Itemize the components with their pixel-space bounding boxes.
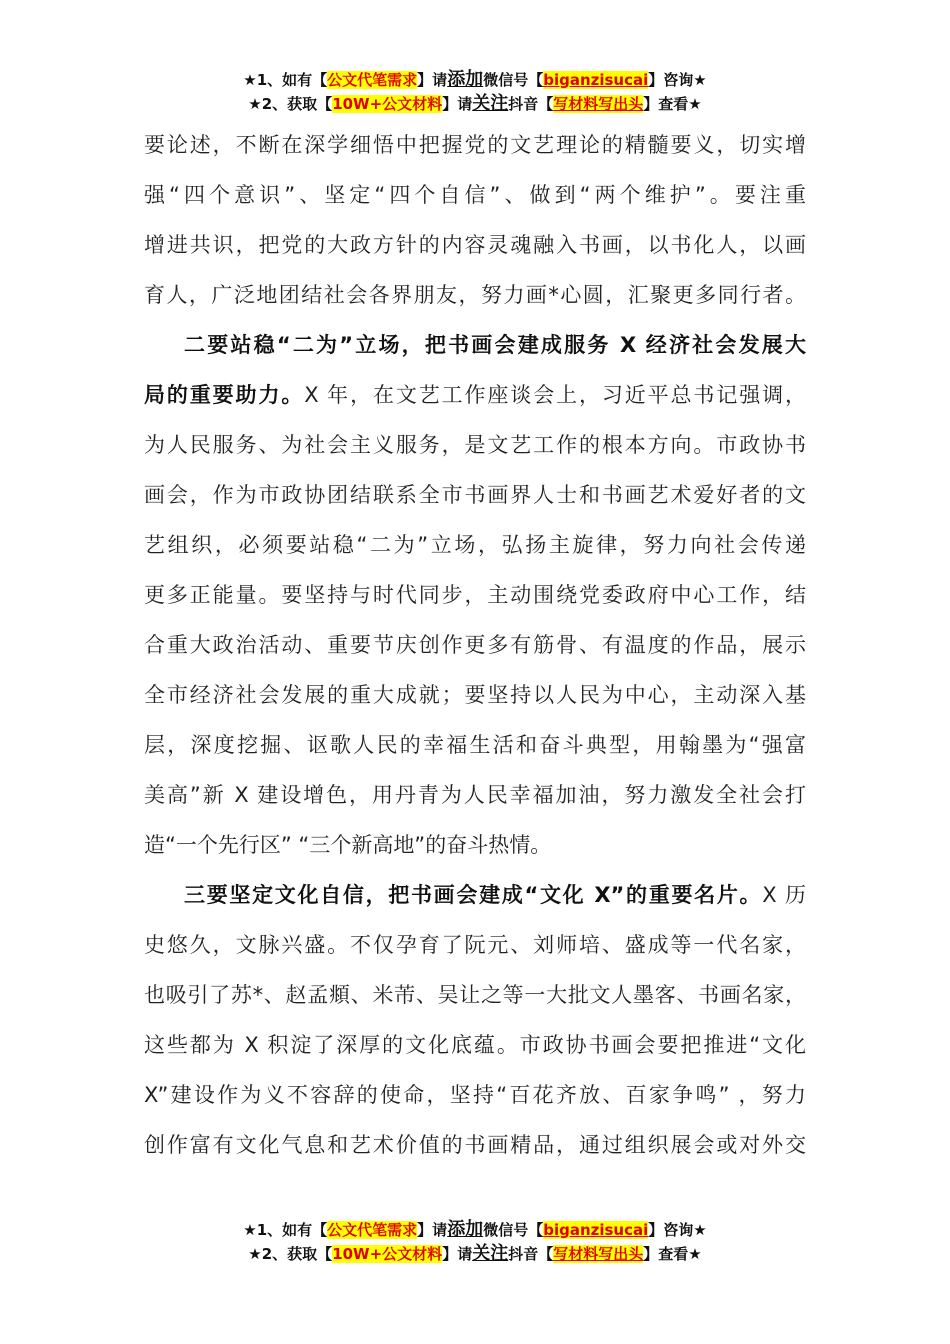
document-body (144, 120, 806, 1170)
text-line: 育人，广泛地团结社会各界朋友，努力画*心圆，汇聚更多同行者。 (144, 283, 806, 307)
text-line: 这些都为 X 积淀了深厚的文化底蕴。市政协书画会要把推进“文化 (144, 1033, 806, 1057)
paragraph-2 (144, 320, 806, 870)
text-line: 合重大政治活动、重要节庆创作更多有筋骨、有温度的作品，展示 (144, 633, 806, 657)
paragraph-3 (144, 870, 806, 1170)
promo-line-2: ★2、获取【10W+公文材料】请关注抖音【写材料写出头】查看★ (248, 1243, 702, 1264)
text-line: 增进共识，把党的大政方针的内容灵魂融入书画，以书化人，以画 (144, 233, 806, 257)
text-line: 艺组织，必须要站稳“二为”立场，弘扬主旋律，努力向社会传递 (144, 533, 806, 557)
text-line: 层，深度挖掘、讴歌人民的幸福生活和奋斗典型，用翰墨为“强富 (144, 733, 806, 757)
text-line: 造“一个先行区” “三个新高地”的奋斗热情。 (144, 833, 552, 857)
paragraph-1 (144, 120, 806, 320)
paragraph-heading: 二要站稳“二为”立场，把书画会建成服务 X 经济社会发展大 (184, 333, 806, 357)
text-line: 美高”新 X 建设增色，用丹青为人民幸福加油，努力激发全社会打 (144, 783, 806, 807)
text-line: X”建设作为义不容辞的使命，坚持“百花齐放、百家争鸣” ，努力 (144, 1083, 806, 1107)
text-line: 局的重要助力。X 年，在文艺工作座谈会上，习近平总书记强调， (144, 383, 806, 407)
text-line: 三要坚定文化自信，把书画会建成“文化 X”的重要名片。X 历 (184, 883, 806, 907)
text-line: 创作富有文化气息和艺术价值的书画精品，通过组织展会或对外交 (144, 1133, 806, 1157)
promo-banner-bottom (0, 1218, 950, 1266)
promo-line-1: ★1、如有【公文代笔需求】请添加微信号【biganzisucai】咨询★ (243, 69, 707, 90)
text-line: 史悠久，文脉兴盛。不仅孕育了阮元、刘师培、盛成等一代名家， (144, 933, 806, 957)
text-line: 画会，作为市政协团结联系全市书画界人士和书画艺术爱好者的文 (144, 483, 806, 507)
text-line: 要论述，不断在深学细悟中把握党的文艺理论的精髓要义，切实增 (144, 133, 806, 157)
text-line (144, 320, 806, 370)
promo-line-2: ★2、获取【10W+公文材料】请关注抖音【写材料写出头】查看★ (248, 93, 702, 114)
text-line: 全市经济社会发展的重大成就；要坚持以人民为中心，主动深入基 (144, 683, 806, 707)
text-line: 也吸引了苏*、赵孟頫、米芾、吴让之等一大批文人墨客、书画名家， (144, 983, 806, 1007)
text-line: 强“四个意识”、坚定“四个自信”、做到“两个维护”。要注重 (144, 183, 806, 207)
paragraph-heading: 三要坚定文化自信，把书画会建成“文化 X”的重要名片。 (184, 883, 763, 907)
text-line: 为人民服务、为社会主义服务，是文艺工作的根本方向。市政协书 (144, 433, 806, 457)
promo-banner-top (0, 68, 950, 116)
promo-line-1: ★1、如有【公文代笔需求】请添加微信号【biganzisucai】咨询★ (243, 1219, 707, 1240)
text-line: 更多正能量。要坚持与时代同步，主动围绕党委政府中心工作，结 (144, 583, 806, 607)
paragraph-heading: 局的重要助力。 (144, 383, 305, 407)
